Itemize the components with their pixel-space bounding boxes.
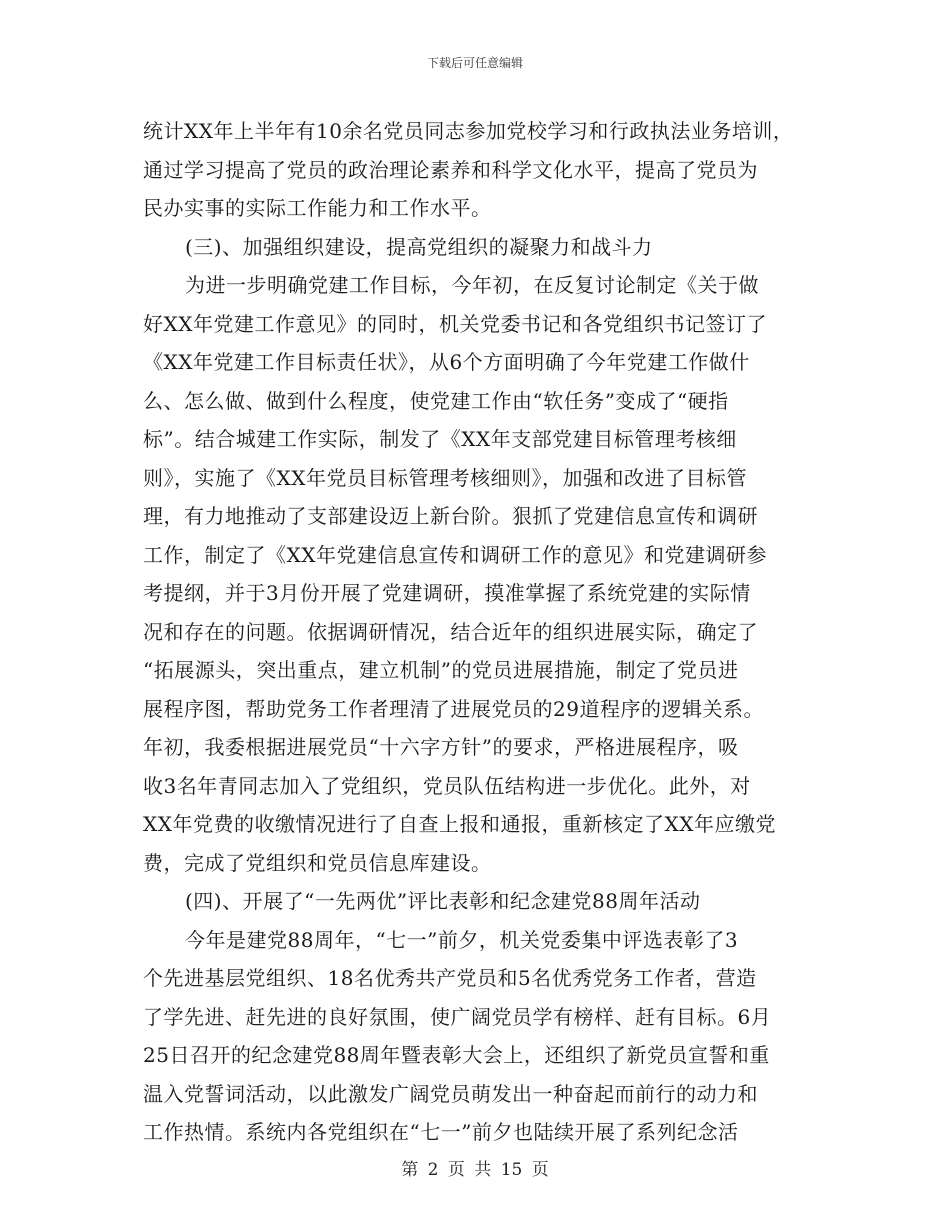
body-line: 理，有力地推动了支部建设迈上新台阶。狠抓了党建信息宣传和调研 <box>143 504 758 528</box>
body-line: XX年党费的收缴情况进行了自查上报和通报，重新核定了XX年应缴党 <box>143 812 776 836</box>
paragraph-start: 今年是建党88周年，“七一”前夕，机关党委集中评选表彰了3 <box>185 927 739 952</box>
body-line: 工作热情。系统内各党组织在“七一”前夕也陆续开展了系列纪念活 <box>143 1120 739 1144</box>
page-footer: 第 2 页 共 15 页 <box>401 1160 549 1180</box>
body-line: 温入党誓词活动，以此激发广阔党员萌发出一种奋起而前行的动力和 <box>143 1081 758 1106</box>
paragraph-start: 为进一步明确党建工作目标，今年初，在反复讨论制定《关于做 <box>185 273 759 297</box>
body-line: 工作，制定了《XX年党建信息宣传和调研工作的意见》和党建调研参 <box>143 542 767 567</box>
body-line: 《XX年党建工作目标责任状》，从6个方面明确了今年党建工作做什 <box>143 350 750 374</box>
body-line: 展程序图，帮助党务工作者理清了进展党员的29道程序的逻辑关系。 <box>143 696 764 721</box>
body-line: “拓展源头，突出重点，建立机制”的党员进展措施，制定了党员进 <box>143 658 739 682</box>
body-line: 年初，我委根据进展党员“十六字方针”的要求，严格进展程序，吸 <box>143 735 739 759</box>
body-line: 则》，实施了《XX年党员目标管理考核细则》，加强和改进了目标管 <box>143 465 747 490</box>
body-line: 民办实事的实际工作能力和工作水平。 <box>143 196 492 220</box>
body-line: 收3名年青同志加入了党组织，党员队伍结构进一步优化。此外，对 <box>143 773 751 798</box>
body-line: 费，完成了党组织和党员信息库建设。 <box>143 850 492 875</box>
section-heading: (四)、开展了“一先两优”评比表彰和纪念建党88周年活动 <box>185 889 701 913</box>
body-line: 标”。结合城建工作实际，制发了《XX年支部党建目标管理考核细 <box>143 427 737 451</box>
body-line: 个先进基层党组织、18名优秀共产党员和5名优秀党务工作者，营造 <box>143 966 757 990</box>
body-line: 通过学习提高了党员的政治理论素养和科学文化水平，提高了党员为 <box>143 157 758 182</box>
body-line: 统计XX年上半年有10余名党员同志参加党校学习和行政执法业务培训， <box>143 119 794 143</box>
body-line: 25日召开的纪念建党88周年暨表彰大会上，还组织了新党员宣誓和重 <box>143 1043 770 1067</box>
body-line: 好XX年党建工作意见》的同时，机关党委书记和各党组织书记签订了 <box>143 311 767 336</box>
document-body <box>143 112 833 1152</box>
body-line: 了学先进、赶先进的良好氛围，使广阔党员学有榜样、赶有目标。6月 <box>143 1004 772 1029</box>
page-header: 下载后可任意编辑 <box>426 56 523 70</box>
body-line: 况和存在的问题。依据调研情况，结合近年的组织进展实际，确定了 <box>143 619 758 644</box>
section-heading: (三)、加强组织建设，提高党组织的凝聚力和战斗力 <box>185 234 653 259</box>
body-line: 考提纲，并于3月份开展了党建调研，摸准掌握了系统党建的实际情 <box>143 581 751 605</box>
body-line: 么、怎么做、做到什么程度，使党建工作由“软任务”变成了“硬指 <box>143 388 729 413</box>
